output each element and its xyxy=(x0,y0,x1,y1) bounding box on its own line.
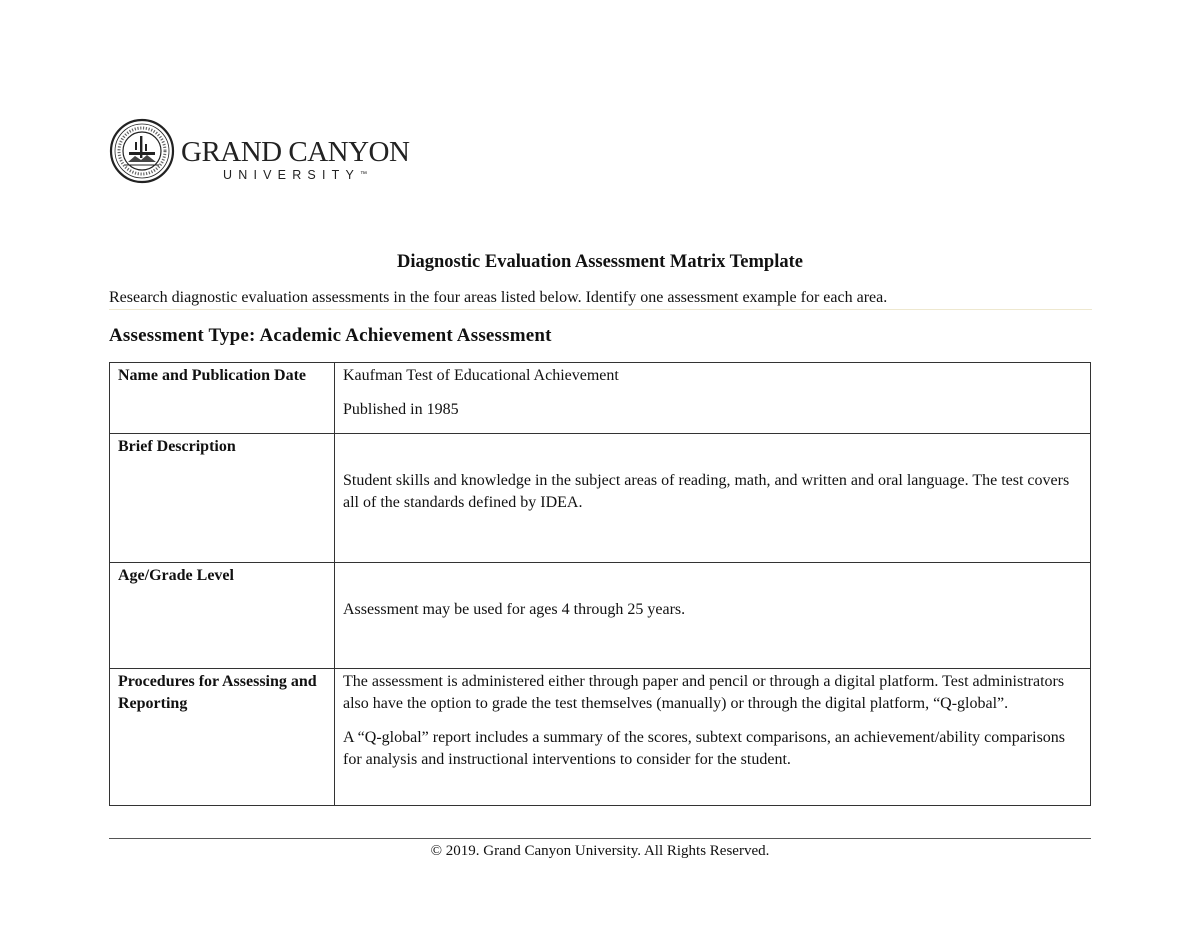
document-title: Diagnostic Evaluation Assessment Matrix Template xyxy=(397,252,803,272)
row-label: Brief Description xyxy=(110,434,335,563)
intro-text: Research diagnostic evaluation assessments in the four areas listed below. Identify one assessment example for each area. xyxy=(109,289,1092,310)
university-wordmark xyxy=(181,138,409,183)
row-value xyxy=(335,434,1091,563)
row-value xyxy=(335,363,1091,434)
table-row-brief-description xyxy=(110,434,1091,563)
wordmark-line2 xyxy=(223,167,409,183)
row-label: Procedures for Assessing and Reporting xyxy=(110,669,335,806)
assessment-matrix-table xyxy=(109,362,1091,806)
row-value-text: Kaufman Test of Educational Achievement xyxy=(343,367,619,384)
row-value-text: Student skills and knowledge in the subject areas of reading, math, and written and oral language. The test covers all of the standards defined by IDEA. xyxy=(343,472,1070,511)
row-value-text: A “Q-global” report includes a summary of the scores, subtext comparisons, an achievement/ability comparisons for analysis and instructional interventions to consider for the student. xyxy=(343,729,1066,768)
table-row-name-publication xyxy=(110,363,1091,434)
footer-divider xyxy=(109,838,1091,839)
university-seal-icon xyxy=(109,118,175,184)
row-label: Age/Grade Level xyxy=(110,563,335,669)
row-label: Name and Publication Date xyxy=(110,363,335,434)
wordmark-line2-text: UNIVERSITY xyxy=(223,168,361,182)
copyright-footer: © 2019. Grand Canyon University. All Rights Reserved. xyxy=(430,843,770,859)
row-value-text: The assessment is administered either through paper and pencil or through a digital platform. Test administrators also have the option to grade the test themselves (manually) or through the digital platform, “Q-global”. xyxy=(343,673,1065,712)
row-value-text: Assessment may be used for ages 4 through 25 years. xyxy=(343,601,686,618)
row-value-text: Published in 1985 xyxy=(343,401,459,418)
table-row-age-grade xyxy=(110,563,1091,669)
row-value xyxy=(335,563,1091,669)
table-row-procedures xyxy=(110,669,1091,806)
university-logo xyxy=(109,118,409,186)
trademark-symbol: ™ xyxy=(360,171,368,178)
row-value xyxy=(335,669,1091,806)
section-heading: Assessment Type: Academic Achievement Assessment xyxy=(109,325,552,346)
wordmark-line1: GRAND CANYON xyxy=(181,136,410,168)
